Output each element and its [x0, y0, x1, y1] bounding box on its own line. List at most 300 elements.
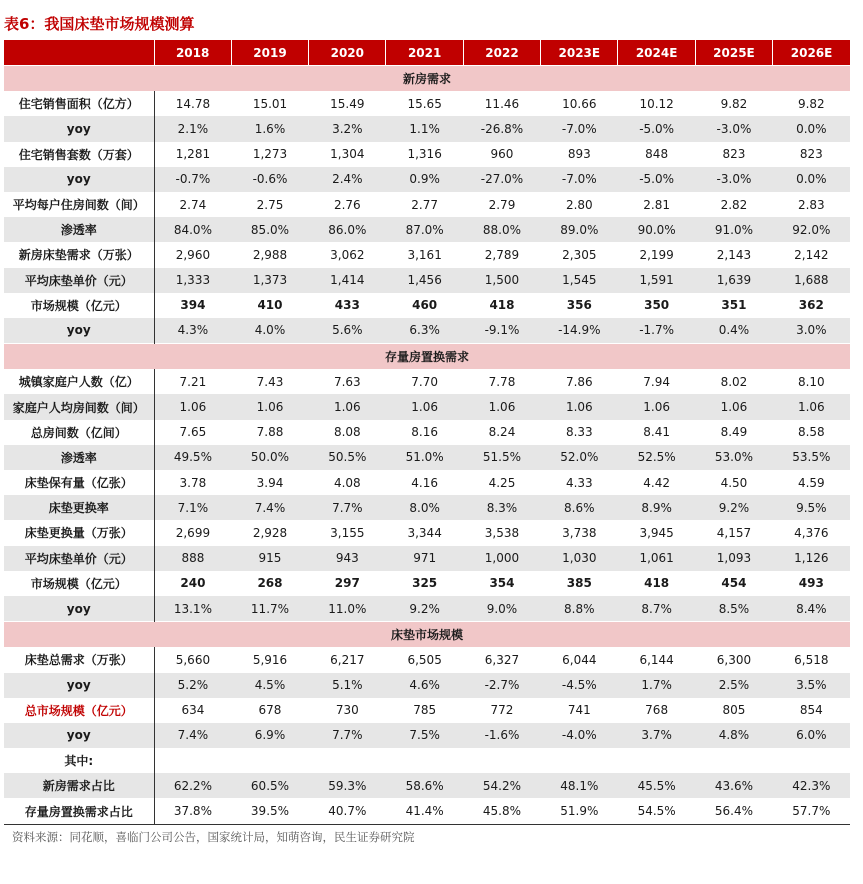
value-cell: 4.59 — [797, 475, 825, 490]
value-cell: 915 — [231, 546, 308, 571]
value-cell: 3.0% — [773, 318, 850, 344]
value-cell: 8.33 — [565, 425, 593, 440]
row-label: 平均每户住房间数（间） — [4, 192, 154, 217]
value-cell: 11.7% — [231, 596, 308, 622]
value-cell: 1,061 — [618, 546, 695, 571]
value-cell: 9.0% — [463, 596, 540, 622]
value-cell: 7.43 — [256, 374, 284, 389]
value-cell: 8.7% — [618, 596, 695, 622]
section-header: 床垫市场规模 — [4, 622, 850, 648]
value-cell: 240 — [180, 576, 206, 591]
value-cell — [231, 748, 308, 773]
row-label: 市场规模（亿元） — [4, 571, 154, 596]
value-cell: 1,500 — [463, 268, 540, 293]
table-row — [4, 445, 850, 470]
value-cell: 0.4% — [695, 318, 772, 344]
value-cell: -27.0% — [463, 167, 540, 192]
value-cell: 59.3% — [309, 773, 386, 798]
value-cell: 45.8% — [463, 798, 540, 824]
value-cell: 385 — [566, 576, 592, 591]
value-cell: 4.6% — [386, 673, 463, 698]
value-cell: 8.49 — [720, 425, 748, 440]
value-cell: 1.06 — [154, 394, 231, 419]
value-cell: 1.06 — [618, 394, 695, 419]
value-cell: 6.0% — [773, 723, 850, 748]
section-header-row — [4, 66, 850, 92]
table-row — [4, 192, 850, 217]
value-cell: 741 — [567, 703, 591, 718]
value-cell: 1.06 — [773, 394, 850, 419]
value-cell: 53.0% — [695, 445, 772, 470]
row-label: yoy — [4, 116, 154, 141]
value-cell: -0.6% — [231, 167, 308, 192]
value-cell: 1.06 — [386, 394, 463, 419]
value-cell: 2.1% — [154, 116, 231, 141]
value-cell: 6.3% — [386, 318, 463, 344]
value-cell: 91.0% — [695, 217, 772, 242]
value-cell: 1,000 — [463, 546, 540, 571]
value-cell: 4.08 — [333, 475, 361, 490]
value-cell: 1.1% — [386, 116, 463, 141]
value-cell: 1,688 — [773, 268, 850, 293]
value-cell: 7.1% — [154, 495, 231, 520]
value-cell: 10.66 — [562, 96, 597, 111]
value-cell: 1,281 — [175, 147, 211, 162]
value-cell: 41.4% — [386, 798, 463, 824]
row-label: 总市场规模（亿元） — [4, 698, 154, 723]
table-row — [4, 470, 850, 495]
value-cell: 1.06 — [541, 394, 618, 419]
value-cell: 52.0% — [541, 445, 618, 470]
table-row — [4, 167, 850, 192]
value-cell: 62.2% — [154, 773, 231, 798]
value-cell: 2,928 — [252, 525, 288, 540]
value-cell — [154, 748, 231, 773]
value-cell: 8.58 — [797, 425, 825, 440]
value-cell: 1.6% — [231, 116, 308, 141]
value-cell: 785 — [413, 703, 437, 718]
value-cell: 2.74 — [179, 197, 207, 212]
value-cell: 39.5% — [231, 798, 308, 824]
value-cell: 3,155 — [330, 525, 365, 540]
row-label: yoy — [4, 673, 154, 698]
value-cell: 4.5% — [231, 673, 308, 698]
value-cell: 888 — [154, 546, 231, 571]
value-cell: -0.7% — [154, 167, 231, 192]
value-cell: 6,300 — [716, 652, 752, 667]
value-cell: -4.0% — [541, 723, 618, 748]
value-cell: 1,591 — [618, 268, 695, 293]
value-cell: 8.10 — [797, 374, 825, 389]
value-cell: 43.6% — [695, 773, 772, 798]
value-cell: 1,093 — [695, 546, 772, 571]
value-cell: 7.4% — [231, 495, 308, 520]
value-cell: 3,738 — [562, 525, 597, 540]
row-label: 渗透率 — [4, 445, 154, 470]
value-cell: 943 — [309, 546, 386, 571]
value-cell: 7.21 — [179, 374, 207, 389]
year-header: 2025E — [695, 40, 772, 66]
value-cell: -5.0% — [618, 167, 695, 192]
table-row — [4, 369, 850, 394]
value-cell: 6,044 — [562, 652, 597, 667]
value-cell: 1,030 — [541, 546, 618, 571]
row-label: 总房间数（亿间） — [4, 420, 154, 445]
value-cell: 15.01 — [252, 96, 288, 111]
value-cell: 58.6% — [386, 773, 463, 798]
row-label: 城镇家庭户人数（亿） — [4, 369, 154, 394]
value-cell: 1.06 — [309, 394, 386, 419]
row-label: yoy — [4, 723, 154, 748]
row-label: 其中: — [4, 748, 154, 773]
value-cell: 51.9% — [541, 798, 618, 824]
year-header: 2021 — [386, 40, 463, 66]
value-cell: 1.06 — [231, 394, 308, 419]
value-cell: 60.5% — [231, 773, 308, 798]
value-cell: 1.06 — [463, 394, 540, 419]
value-cell: 8.3% — [463, 495, 540, 520]
value-cell: -7.0% — [541, 116, 618, 141]
value-cell: 89.0% — [541, 217, 618, 242]
value-cell: 54.2% — [463, 773, 540, 798]
value-cell: -3.0% — [695, 116, 772, 141]
value-cell: 2.76 — [333, 197, 361, 212]
value-cell: 45.5% — [618, 773, 695, 798]
value-cell: 394 — [180, 298, 206, 313]
value-cell: 7.5% — [386, 723, 463, 748]
value-cell: 2,305 — [562, 247, 597, 262]
value-cell: 7.7% — [309, 495, 386, 520]
value-cell: 4.3% — [154, 318, 231, 344]
value-cell: 8.4% — [773, 596, 850, 622]
value-cell: 1,639 — [695, 268, 772, 293]
value-cell: 8.41 — [643, 425, 670, 440]
value-cell: 3.78 — [179, 475, 207, 490]
value-cell: 3.2% — [309, 116, 386, 141]
value-cell: 678 — [258, 703, 282, 718]
table-row — [4, 293, 850, 318]
value-cell: 5,916 — [252, 652, 288, 667]
value-cell: 460 — [412, 298, 438, 313]
value-cell: 1,304 — [330, 147, 365, 162]
value-cell: 7.4% — [154, 723, 231, 748]
year-header: 2026E — [773, 40, 850, 66]
value-cell: 6.9% — [231, 723, 308, 748]
value-cell: 418 — [644, 576, 670, 591]
value-cell: 7.7% — [309, 723, 386, 748]
value-cell: 730 — [335, 703, 359, 718]
value-cell: 87.0% — [386, 217, 463, 242]
value-cell: 4.50 — [720, 475, 748, 490]
value-cell: 1,316 — [407, 147, 442, 162]
value-cell: 4.16 — [411, 475, 438, 490]
value-cell: -26.8% — [463, 116, 540, 141]
value-cell: 3,538 — [484, 525, 520, 540]
value-cell: 325 — [412, 576, 438, 591]
value-cell: -3.0% — [695, 167, 772, 192]
table-row — [4, 596, 850, 622]
value-cell: 92.0% — [773, 217, 850, 242]
row-label: yoy — [4, 318, 154, 344]
value-cell: 6,518 — [794, 652, 829, 667]
value-cell: 971 — [386, 546, 463, 571]
section-header: 新房需求 — [4, 66, 850, 92]
row-label: yoy — [4, 596, 154, 622]
value-cell: 2.83 — [797, 197, 825, 212]
table-row — [4, 571, 850, 596]
value-cell: 3,062 — [330, 247, 365, 262]
value-cell: 805 — [722, 703, 746, 718]
row-label: 床垫保有量（亿张） — [4, 470, 154, 495]
value-cell: 1,333 — [154, 268, 231, 293]
value-cell: 51.5% — [463, 445, 540, 470]
value-cell — [695, 748, 772, 773]
value-cell: 5,660 — [175, 652, 211, 667]
value-cell: 960 — [490, 147, 514, 162]
value-cell: 8.6% — [541, 495, 618, 520]
value-cell: 1,414 — [309, 268, 386, 293]
table-row — [4, 116, 850, 141]
source-note: 资料来源：同花顺，喜临门公司公告，国家统计局，知萌咨询，民生证券研究院 — [12, 830, 415, 844]
value-cell: 8.02 — [720, 374, 748, 389]
year-header: 2023E — [541, 40, 618, 66]
value-cell: 49.5% — [154, 445, 231, 470]
value-cell: 5.2% — [154, 673, 231, 698]
row-label: 家庭户人均房间数（间） — [4, 394, 154, 419]
table-row — [4, 495, 850, 520]
year-header: 2022 — [463, 40, 540, 66]
section-header-row — [4, 344, 850, 370]
value-cell: 90.0% — [618, 217, 695, 242]
value-cell: 53.5% — [773, 445, 850, 470]
value-cell: 0.0% — [773, 116, 850, 141]
value-cell: 9.82 — [797, 96, 825, 111]
value-cell: 2.81 — [643, 197, 670, 212]
value-cell: 7.63 — [333, 374, 361, 389]
year-header: 2020 — [309, 40, 386, 66]
value-cell: 1,126 — [773, 546, 850, 571]
value-cell: 2,143 — [716, 247, 752, 262]
value-cell: 0.0% — [773, 167, 850, 192]
value-cell: 454 — [721, 576, 747, 591]
value-cell: 7.86 — [565, 374, 593, 389]
value-cell: 2,960 — [175, 247, 211, 262]
value-cell: 11.0% — [309, 596, 386, 622]
table-row — [4, 91, 850, 116]
table-row — [4, 773, 850, 798]
value-cell: 2.75 — [256, 197, 284, 212]
value-cell: 3,945 — [639, 525, 674, 540]
value-cell: 88.0% — [463, 217, 540, 242]
value-cell: 2.79 — [488, 197, 516, 212]
value-cell: 2.77 — [411, 197, 438, 212]
value-cell — [618, 748, 695, 773]
table-row — [4, 723, 850, 748]
year-header-row — [4, 40, 850, 66]
row-label: 新房床垫需求（万张） — [4, 242, 154, 267]
value-cell: 2,988 — [252, 247, 288, 262]
value-cell: 86.0% — [309, 217, 386, 242]
value-cell: 4,376 — [794, 525, 829, 540]
value-cell: 433 — [334, 298, 360, 313]
table-title: 表6：我国床垫市场规模测算 — [4, 15, 195, 33]
row-label: 新房需求占比 — [4, 773, 154, 798]
value-cell: 7.65 — [179, 425, 207, 440]
value-cell: 8.08 — [333, 425, 361, 440]
value-cell: 768 — [645, 703, 669, 718]
value-cell: 2.82 — [720, 197, 748, 212]
value-cell: 354 — [489, 576, 515, 591]
value-cell: 9.82 — [720, 96, 748, 111]
value-cell: 9.2% — [386, 596, 463, 622]
row-label: 平均床垫单价（元） — [4, 546, 154, 571]
value-cell: 893 — [567, 147, 591, 162]
table-row — [4, 647, 850, 672]
value-cell: 8.24 — [488, 425, 516, 440]
value-cell: 50.0% — [231, 445, 308, 470]
value-cell: 4.25 — [488, 475, 516, 490]
market-size-table — [4, 40, 850, 825]
table-row — [4, 420, 850, 445]
table-row — [4, 394, 850, 419]
section-header: 存量房置换需求 — [4, 344, 850, 370]
value-cell: -7.0% — [541, 167, 618, 192]
value-cell: 4.33 — [565, 475, 593, 490]
value-cell — [309, 748, 386, 773]
value-cell: -14.9% — [541, 318, 618, 344]
value-cell: 6,327 — [484, 652, 520, 667]
value-cell: 8.16 — [411, 425, 438, 440]
row-label: yoy — [4, 167, 154, 192]
table-row — [4, 748, 850, 773]
value-cell: 51.0% — [386, 445, 463, 470]
row-label: 平均床垫单价（元） — [4, 268, 154, 293]
value-cell: 2,142 — [794, 247, 829, 262]
value-cell: 3.5% — [773, 673, 850, 698]
value-cell: 6,217 — [330, 652, 365, 667]
year-header: 2024E — [618, 40, 695, 66]
value-cell: 4.0% — [231, 318, 308, 344]
value-cell: 3.94 — [256, 475, 284, 490]
value-cell: 1,373 — [231, 268, 308, 293]
value-cell: 5.1% — [309, 673, 386, 698]
value-cell: 42.3% — [773, 773, 850, 798]
value-cell: 3,344 — [407, 525, 442, 540]
value-cell: 7.70 — [411, 374, 438, 389]
table-row — [4, 318, 850, 344]
table-row — [4, 217, 850, 242]
value-cell: -2.7% — [463, 673, 540, 698]
value-cell: -5.0% — [618, 116, 695, 141]
value-cell: 13.1% — [154, 596, 231, 622]
value-cell: 4.42 — [643, 475, 670, 490]
row-label: 床垫更换量（万张） — [4, 520, 154, 545]
value-cell: 2.80 — [565, 197, 593, 212]
value-cell: 3,161 — [407, 247, 442, 262]
value-cell: 9.2% — [695, 495, 772, 520]
value-cell: 410 — [257, 298, 283, 313]
value-cell: 9.5% — [773, 495, 850, 520]
year-header: 2019 — [231, 40, 308, 66]
row-label: 床垫更换率 — [4, 495, 154, 520]
value-cell: 418 — [489, 298, 515, 313]
value-cell: 2.5% — [695, 673, 772, 698]
value-cell: 1,456 — [386, 268, 463, 293]
value-cell: 8.5% — [695, 596, 772, 622]
value-cell: 2,789 — [484, 247, 520, 262]
row-label: 床垫总需求（万张） — [4, 647, 154, 672]
value-cell: 3.7% — [618, 723, 695, 748]
value-cell: 634 — [181, 703, 205, 718]
value-cell: -1.6% — [463, 723, 540, 748]
table-row — [4, 520, 850, 545]
table-row — [4, 798, 850, 824]
table-row — [4, 142, 850, 167]
value-cell: 54.5% — [618, 798, 695, 824]
row-label: 住宅销售面积（亿方） — [4, 91, 154, 116]
value-cell: 297 — [334, 576, 360, 591]
header-corner — [4, 40, 154, 66]
value-cell: 52.5% — [618, 445, 695, 470]
value-cell: 4.8% — [695, 723, 772, 748]
value-cell: 48.1% — [541, 773, 618, 798]
value-cell: 823 — [799, 147, 823, 162]
section-header-row — [4, 622, 850, 648]
value-cell: -1.7% — [618, 318, 695, 344]
value-cell: 15.49 — [330, 96, 365, 111]
value-cell — [463, 748, 540, 773]
value-cell: 4,157 — [716, 525, 752, 540]
value-cell: 8.0% — [386, 495, 463, 520]
value-cell: 5.6% — [309, 318, 386, 344]
value-cell: 8.9% — [618, 495, 695, 520]
value-cell: 1.7% — [618, 673, 695, 698]
value-cell: 823 — [722, 147, 746, 162]
value-cell: 40.7% — [309, 798, 386, 824]
value-cell: 6,144 — [639, 652, 674, 667]
value-cell: 351 — [721, 298, 747, 313]
value-cell: 7.88 — [256, 425, 284, 440]
value-cell: 1,273 — [252, 147, 288, 162]
table-row — [4, 546, 850, 571]
value-cell: 848 — [645, 147, 669, 162]
value-cell: 6,505 — [407, 652, 442, 667]
year-header: 2018 — [154, 40, 231, 66]
value-cell: 362 — [798, 298, 824, 313]
table-row — [4, 268, 850, 293]
table-row — [4, 698, 850, 723]
value-cell: 7.94 — [643, 374, 670, 389]
value-cell: 1.06 — [695, 394, 772, 419]
table-row — [4, 673, 850, 698]
value-cell: 11.46 — [484, 96, 520, 111]
row-label: 存量房置换需求占比 — [4, 798, 154, 824]
value-cell: 14.78 — [175, 96, 211, 111]
value-cell: 854 — [799, 703, 823, 718]
value-cell: 2.4% — [309, 167, 386, 192]
row-label: 渗透率 — [4, 217, 154, 242]
value-cell — [773, 748, 850, 773]
value-cell: 8.8% — [541, 596, 618, 622]
value-cell: 0.9% — [386, 167, 463, 192]
value-cell — [386, 748, 463, 773]
row-label: 住宅销售套数（万套） — [4, 142, 154, 167]
value-cell: 350 — [644, 298, 670, 313]
value-cell: -9.1% — [463, 318, 540, 344]
row-label: 市场规模（亿元） — [4, 293, 154, 318]
value-cell: 268 — [257, 576, 283, 591]
value-cell: 85.0% — [231, 217, 308, 242]
